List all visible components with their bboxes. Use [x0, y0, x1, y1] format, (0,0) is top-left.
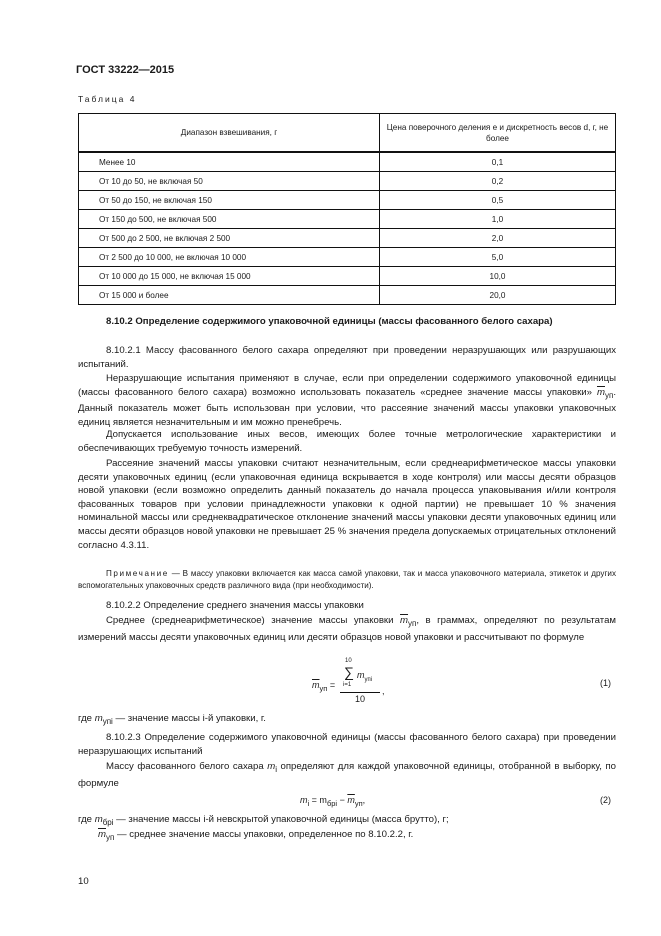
symbol-m: $\overline{m}$ — [596, 386, 605, 398]
table-header-range: Диапазон взвешивания, г — [79, 114, 380, 153]
table-cell-value: 0,2 — [380, 172, 616, 191]
paragraph-8-10-2-1: 8.10.2.1 Массу фасованного белого сахара определяют при проведении неразрушающих или разрушающих испытаний. — [78, 345, 616, 370]
table-cell-range: От 10 000 до 15 000, не включая 15 000 — [79, 267, 380, 286]
formula-2: $m_i = m_{бpi} - \overline{m}_{уп}$, — [300, 795, 366, 808]
table-cell-value: 0,5 — [380, 191, 616, 210]
table-row — [79, 210, 616, 229]
page-number: 10 — [78, 876, 89, 887]
table-row — [79, 229, 616, 248]
paragraph-nondestructive: Неразрушающие испытания применяют в случае, если при определении содержимого упаковочной единицы (массы фасованного белого сахара) возможно использовать показатель «среднее значение массы упаковки» $\overline{m}_{уп}$. Данный показатель может быть использован при условии, что рассеяние значений массы упаковки упаковочных единиц является незначительным и им можно пренебречь. — [78, 373, 616, 428]
table-cell-value: 20,0 — [380, 286, 616, 305]
where-clause-1: где $m_{упi}$ — значение массы i-й упаковки, г. — [78, 713, 266, 726]
paragraph-8-10-2-2: 8.10.2.2 Определение среднего значения массы упаковки — [106, 600, 364, 611]
table-caption: Таблица 4 — [78, 94, 137, 104]
where-clause-2: где $m_{бpi}$ — значение массы i-й невскрытой упаковочной единицы (масса брутто), г; — [78, 814, 449, 827]
where-clause-3: $\overline{m}_{уп}$ — среднее значение массы упаковки, определенное по 8.10.2.2, г. — [98, 829, 414, 842]
document-page: ГОСТ 33222—2015 Таблица 4 Диапазон взвешивания, г Цена поверочного деления e и дискретность весов d, г, не более Менее 10 0,1 От 10 до 50, не включая 50 0,2 От 50 до 150, не включая 150 0,5 От 150 до 500, не включая 500 1,0 От 500 до 2 500, не включая 2 500 2,0 От 2 500 до 10 000, не включая 10 000 5,0 От 10 000 до 15 000, не включая 15 000 10,0 От 15 000 и более 20,0 8.10.2 Определение содержимого упаковочной единицы (массы фасованного белого сахара) 8.10.2.1 Массу фасованного белого сахара определяют при проведении неразрушающих или разрушающих испытаний. Неразрушающие испытания применяют в случае, если при определении содержимого упаковочной единицы (массы фасованного белого сахара) возможно использовать показатель «среднее значение массы упаковки» $\overline{m}_{уп}$. Данный показатель может быть использован при условии, что рассеяние значений массы упаковки упаковочных единиц является незначительным и им можно пренебречь. Допускается использование иных весов, имеющих более точные метрологические характеристики и обеспечивающих требуемую точность измерений. Рассеяние значений массы упаковки считают незначительным, если среднеарифметическое массы упаковки десяти упаковочных единиц (если упаковочная единица вскрывается в ходе контроля) или массы десяти образцов новой упаковки (если возможно определить данный показатель до начала процесса упаковывания и/или контроля фасованных товаров при условии принадлежности упаковки к одной партии) не превышает 10 % значения номинальной массы или среднеквадратическое отклонение значений массы упаковки десяти упаковочных единиц или массы десяти образцов новой упаковки не превышает 25 % значения предела допускаемых отрицательных отклонений согласно 4.3.11. Примечание — В массу упаковки включается как масса самой упаковки, так и масса упаковочного материала, этикеток и других вспомогательных упаковочных средств различного вида (при необходимости). 8.10.2.2 Определение среднего значения массы упаковки Среднее (среднеарифметическое) значение массы упаковки $\overline{m}_{уп}$, в граммах, определяют по результатам измерений массы десяти упаковочных единиц или десяти образцов новой упаковки и рассчитывают по формуле $\overline{m}_{уп}$ = 10 ∑ i=1 $m_{упi}$ , 10 (1) где $m_{упi}$ — значение массы i-й упаковки, г. 8.10.2.3 Определение содержимого упаковочной единицы (массы фасованного белого сахара) при проведении неразрушающих испытаний Массу фасованного белого сахара $m_i$ определяют для каждой упаковочной единицы, отобранной в выборку, по формуле $m_i = m_{бpi} - \overline{m}_{уп}$, (2) где $m_{бpi}$ — значение массы i-й невскрытой упаковочной единицы (масса брутто), г; $\overline{m}_{уп}$ — среднее значение массы упаковки, определенное по 8.10.2.2, г. 10 — [76, 64, 617, 887]
table-cell-range: От 10 до 50, не включая 50 — [79, 172, 380, 191]
table-cell-range: Менее 10 — [79, 152, 380, 172]
formula-2-number: (2) — [600, 795, 611, 805]
table-cell-range: От 150 до 500, не включая 500 — [79, 210, 380, 229]
paragraph-average-mass: Среднее (среднеарифметическое) значение массы упаковки $\overline{m}_{уп}$, в граммах, определяют по результатам измерений массы десяти упаковочных единиц или десяти образцов новой упаковки и рассчитывают по формуле — [78, 615, 617, 643]
table-row — [79, 152, 616, 172]
paragraph-dispersion: Рассеяние значений массы упаковки считают незначительным, если среднеарифметическое массы упаковки десяти упаковочных единиц (если упаковочная единица вскрывается в ходе контроля) или массы десяти образцов новой упаковки (если возможно определить данный показатель до начала процесса упаковывания и/или контроля фасованных товаров при условии принадлежности упаковки к одной партии) не превышает 10 % значения номинальной массы или среднеквадратическое отклонение значений массы упаковки десяти упаковочных единиц или массы десяти образцов новой упаковки не превышает 25 % значения предела допускаемых отрицательных отклонений согласно 4.3.11. — [78, 458, 616, 551]
table-cell-value: 10,0 — [380, 267, 616, 286]
table-row — [79, 267, 616, 286]
table-row — [79, 172, 616, 191]
document-header: ГОСТ 33222—2015 — [76, 64, 175, 76]
paragraph-other-scales: Допускается использование иных весов, имеющих более точные метрологические характеристики и обеспечивающих требуемую точность измерений. — [78, 429, 616, 454]
table-cell-value: 5,0 — [380, 248, 616, 267]
table-cell-range: От 2 500 до 10 000, не включая 10 000 — [79, 248, 380, 267]
paragraph-8-10-2-3: 8.10.2.3 Определение содержимого упаковочной единицы (массы фасованного белого сахара) при проведении неразрушающих испытаний — [78, 732, 616, 757]
table-cell-range: От 500 до 2 500, не включая 2 500 — [79, 229, 380, 248]
table-row — [79, 286, 616, 305]
table-header-division: Цена поверочного деления e и дискретность весов d, г, не более — [380, 114, 616, 153]
table-cell-value: 1,0 — [380, 210, 616, 229]
table-cell-range: От 50 до 150, не включая 150 — [79, 191, 380, 210]
note: Примечание — В массу упаковки включается как масса самой упаковки, так и масса упаковочного материала, этикеток и других вспомогательных упаковочных средств различного вида (при необходимости). — [78, 569, 616, 590]
table-cell-range: От 15 000 и более — [79, 286, 380, 305]
paragraph-sugar-mass: Массу фасованного белого сахара $m_i$ определяют для каждой упаковочной единицы, отобранной в выборку, по формуле — [78, 761, 616, 789]
table-cell-value: 2,0 — [380, 229, 616, 248]
section-heading: 8.10.2 Определение содержимого упаковочной единицы (массы фасованного белого сахара) — [106, 316, 553, 327]
weighing-range-table — [78, 113, 616, 305]
table-row — [79, 191, 616, 210]
table-row — [79, 248, 616, 267]
table-cell-value: 0,1 — [380, 152, 616, 172]
